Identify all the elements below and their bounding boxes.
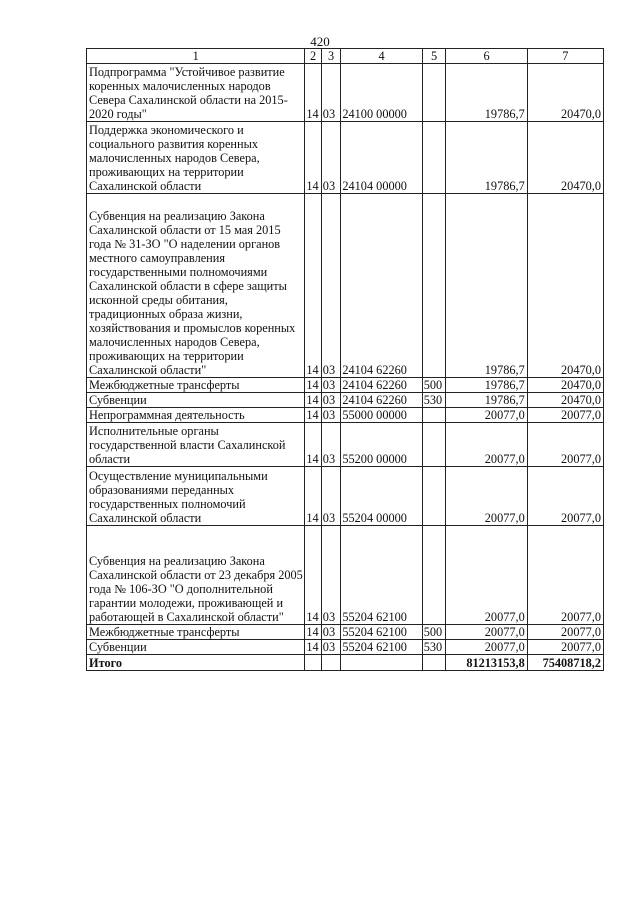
cell-target-article: 24104 62260 bbox=[341, 393, 422, 408]
cell-amount-6: 19786,7 bbox=[446, 393, 527, 408]
cell-target-article: 55204 62100 bbox=[341, 640, 422, 655]
cell-subsection: 03 bbox=[321, 378, 341, 393]
cell-expense-type bbox=[422, 122, 446, 194]
empty-cell bbox=[305, 655, 321, 671]
cell-amount-7: 20077,0 bbox=[527, 526, 603, 625]
table-row bbox=[87, 640, 604, 655]
table-row bbox=[87, 393, 604, 408]
cell-subsection: 03 bbox=[321, 408, 341, 423]
cell-section: 14 bbox=[305, 64, 321, 122]
column-header: 1 bbox=[87, 49, 305, 64]
total-label: Итого bbox=[87, 655, 305, 671]
cell-amount-6: 20077,0 bbox=[446, 408, 527, 423]
empty-cell bbox=[341, 655, 422, 671]
cell-subsection: 03 bbox=[321, 393, 341, 408]
column-header: 3 bbox=[321, 49, 341, 64]
cell-section: 14 bbox=[305, 393, 321, 408]
table-row bbox=[87, 194, 604, 378]
empty-cell bbox=[422, 655, 446, 671]
row-name: Исполнительные органы государственной власти Сахалинской области bbox=[87, 423, 305, 467]
cell-amount-7: 20077,0 bbox=[527, 423, 603, 467]
cell-amount-7: 20470,0 bbox=[527, 64, 603, 122]
column-header: 2 bbox=[305, 49, 321, 64]
total-amount-7: 75408718,2 bbox=[527, 655, 603, 671]
cell-subsection: 03 bbox=[321, 526, 341, 625]
table-row bbox=[87, 625, 604, 640]
row-name: Субвенции bbox=[87, 640, 305, 655]
table-row bbox=[87, 423, 604, 467]
cell-target-article: 55200 00000 bbox=[341, 423, 422, 467]
cell-amount-7: 20470,0 bbox=[527, 393, 603, 408]
cell-amount-7: 20470,0 bbox=[527, 122, 603, 194]
cell-section: 14 bbox=[305, 378, 321, 393]
cell-expense-type: 500 bbox=[422, 378, 446, 393]
cell-expense-type bbox=[422, 194, 446, 378]
cell-subsection: 03 bbox=[321, 122, 341, 194]
cell-amount-7: 20077,0 bbox=[527, 467, 603, 526]
table-row bbox=[87, 64, 604, 122]
cell-amount-6: 20077,0 bbox=[446, 625, 527, 640]
row-name: Непрограммная деятельность bbox=[87, 408, 305, 423]
row-name: Межбюджетные трансферты bbox=[87, 625, 305, 640]
cell-expense-type bbox=[422, 423, 446, 467]
page-number: 420 bbox=[310, 34, 330, 49]
table-row bbox=[87, 467, 604, 526]
cell-section: 14 bbox=[305, 526, 321, 625]
cell-subsection: 03 bbox=[321, 625, 341, 640]
cell-target-article: 24104 62260 bbox=[341, 378, 422, 393]
cell-expense-type bbox=[422, 526, 446, 625]
cell-target-article: 55204 00000 bbox=[341, 467, 422, 526]
cell-section: 14 bbox=[305, 122, 321, 194]
cell-expense-type: 500 bbox=[422, 625, 446, 640]
row-name: Межбюджетные трансферты bbox=[87, 378, 305, 393]
row-name: Субвенция на реализацию Закона Сахалинской области от 23 декабря 2005 года № 106-ЗО "О дополнительной гарантии молодежи, проживающей и работающей в Сахалинской области" bbox=[87, 526, 305, 625]
cell-amount-7: 20077,0 bbox=[527, 625, 603, 640]
cell-expense-type bbox=[422, 408, 446, 423]
table-row bbox=[87, 526, 604, 625]
row-name: Поддержка экономического и социального развития коренных малочисленных народов Севера, проживающих на территории Сахалинской области bbox=[87, 122, 305, 194]
table-row bbox=[87, 408, 604, 423]
row-name: Осуществление муниципальными образованиями переданных государственных полномочий Сахалинской области bbox=[87, 467, 305, 526]
cell-amount-6: 19786,7 bbox=[446, 194, 527, 378]
cell-amount-6: 20077,0 bbox=[446, 526, 527, 625]
cell-subsection: 03 bbox=[321, 423, 341, 467]
cell-section: 14 bbox=[305, 625, 321, 640]
row-name: Подпрограмма "Устойчивое развитие коренных малочисленных народов Севера Сахалинской области на 2015-2020 годы" bbox=[87, 64, 305, 122]
column-header: 7 bbox=[527, 49, 603, 64]
cell-section: 14 bbox=[305, 408, 321, 423]
cell-amount-7: 20077,0 bbox=[527, 640, 603, 655]
cell-target-article: 55204 62100 bbox=[341, 526, 422, 625]
cell-subsection: 03 bbox=[321, 467, 341, 526]
table-row bbox=[87, 122, 604, 194]
header-row bbox=[87, 49, 604, 64]
cell-subsection: 03 bbox=[321, 640, 341, 655]
cell-target-article: 55204 62100 bbox=[341, 625, 422, 640]
empty-cell bbox=[321, 655, 341, 671]
cell-amount-6: 19786,7 bbox=[446, 378, 527, 393]
cell-amount-7: 20077,0 bbox=[527, 408, 603, 423]
cell-amount-6: 20077,0 bbox=[446, 423, 527, 467]
column-header: 6 bbox=[446, 49, 527, 64]
total-amount-6: 81213153,8 bbox=[446, 655, 527, 671]
cell-amount-6: 19786,7 bbox=[446, 64, 527, 122]
row-name: Субвенции bbox=[87, 393, 305, 408]
total-row bbox=[87, 655, 604, 671]
cell-expense-type bbox=[422, 467, 446, 526]
cell-expense-type: 530 bbox=[422, 393, 446, 408]
cell-amount-6: 20077,0 bbox=[446, 467, 527, 526]
cell-section: 14 bbox=[305, 467, 321, 526]
cell-target-article: 55000 00000 bbox=[341, 408, 422, 423]
cell-amount-7: 20470,0 bbox=[527, 378, 603, 393]
cell-target-article: 24100 00000 bbox=[341, 64, 422, 122]
cell-amount-6: 20077,0 bbox=[446, 640, 527, 655]
cell-target-article: 24104 62260 bbox=[341, 194, 422, 378]
row-name: Субвенция на реализацию Закона Сахалинской области от 15 мая 2015 года № 31-ЗО "О наделении органов местного самоуправления государственными полномочиями Сахалинской области в сфере защиты исконной среды обитания, традиционных образа жизни, хозяйствования и промыслов коренных малочисленных народов Севера, проживающих на территории Сахалинской области" bbox=[87, 194, 305, 378]
cell-amount-7: 20470,0 bbox=[527, 194, 603, 378]
cell-target-article: 24104 00000 bbox=[341, 122, 422, 194]
cell-amount-6: 19786,7 bbox=[446, 122, 527, 194]
table-row bbox=[87, 378, 604, 393]
budget-table bbox=[86, 48, 604, 671]
column-header: 5 bbox=[422, 49, 446, 64]
cell-section: 14 bbox=[305, 423, 321, 467]
cell-section: 14 bbox=[305, 640, 321, 655]
cell-expense-type bbox=[422, 64, 446, 122]
cell-subsection: 03 bbox=[321, 194, 341, 378]
column-header: 4 bbox=[341, 49, 422, 64]
cell-expense-type: 530 bbox=[422, 640, 446, 655]
cell-section: 14 bbox=[305, 194, 321, 378]
cell-subsection: 03 bbox=[321, 64, 341, 122]
